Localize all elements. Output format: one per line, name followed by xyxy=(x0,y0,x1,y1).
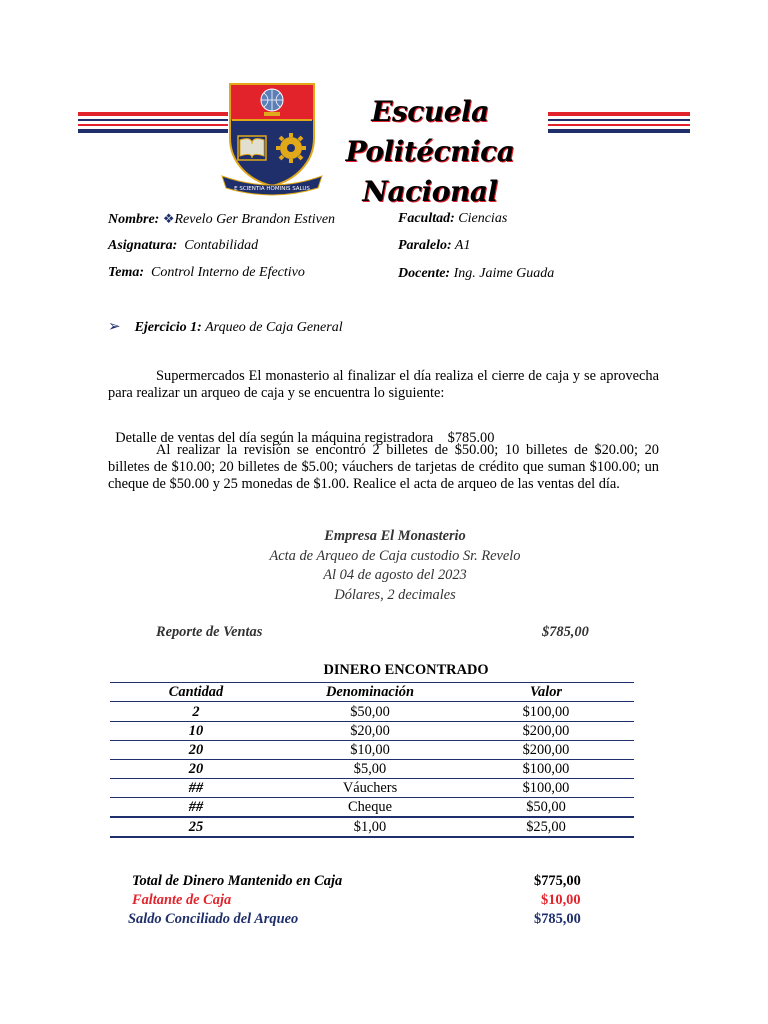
header-denominacion: Denominación xyxy=(326,684,414,700)
saldo-label: Saldo Conciliado del Arqueo xyxy=(128,911,299,927)
facultad-label: Facultad: xyxy=(398,211,455,226)
cell-valor: $100,00 xyxy=(522,780,570,796)
paragraph-sales-detail-text: Detalle de ventas del día según la máquina registradora $785.00 xyxy=(115,430,495,446)
nombre-value: Revelo Ger Brandon Estiven xyxy=(174,212,336,227)
total-label: Total de Dinero Mantenido en Caja xyxy=(132,873,343,889)
cash-count-table xyxy=(110,682,634,838)
total-value: $775,00 xyxy=(534,873,581,889)
table-row xyxy=(110,817,634,837)
header-stripe-left-navy xyxy=(78,119,228,121)
header-valor: Valor xyxy=(530,684,562,700)
cell-denominacion: $50,00 xyxy=(350,703,390,720)
exercise-label: Ejercicio 1: xyxy=(134,320,202,335)
table-title: DINERO ENCONTRADO xyxy=(323,662,489,678)
asignatura-value: Contabilidad xyxy=(184,238,259,253)
cell-cantidad: 10 xyxy=(188,723,204,739)
header-stripe-right-red xyxy=(548,112,690,116)
table-row xyxy=(110,798,634,818)
nombre-label: Nombre: xyxy=(108,212,160,227)
facultad-value: Ciencias xyxy=(458,211,508,226)
header-cantidad: Cantidad xyxy=(168,684,224,700)
saldo-value: $785,00 xyxy=(534,911,581,927)
acta-header xyxy=(150,527,640,605)
table-row xyxy=(110,760,634,779)
cell-cantidad: 2 xyxy=(192,703,200,720)
school-name xyxy=(300,92,560,212)
asignatura-label: Asignatura: xyxy=(108,238,178,253)
faltante-value: $10,00 xyxy=(541,892,581,908)
table-row xyxy=(110,722,634,741)
cell-cantidad: 20 xyxy=(188,742,204,758)
info-docente xyxy=(398,266,554,282)
table-header-row xyxy=(110,683,634,702)
nombre-bullet-icon: ❖ xyxy=(162,211,175,226)
cell-valor: $100,00 xyxy=(522,703,570,720)
info-asignatura xyxy=(108,238,258,254)
acta-currency: Dólares, 2 decimales xyxy=(334,586,456,603)
info-nombre xyxy=(108,211,335,228)
exercise-heading xyxy=(108,317,343,336)
header-stripe-right-navy-2 xyxy=(548,129,690,133)
header-stripe-left-red-2 xyxy=(78,124,228,126)
cell-cantidad: 20 xyxy=(188,761,204,777)
paralelo-label: Paralelo: xyxy=(398,238,452,253)
paragraph-intro xyxy=(108,368,659,402)
cell-valor: $100,00 xyxy=(522,761,570,777)
tema-label: Tema: xyxy=(108,265,145,280)
table-row xyxy=(110,741,634,760)
cell-valor: $200,00 xyxy=(522,723,570,739)
school-name-line1: Escuela Politécnica xyxy=(345,95,515,168)
info-paralelo xyxy=(398,238,470,254)
tema-value: Control Interno de Efectivo xyxy=(151,265,305,280)
exercise-title: Arqueo de Caja General xyxy=(205,320,343,335)
report-label: Reporte de Ventas xyxy=(156,624,263,640)
header-stripe-right-navy xyxy=(548,119,690,121)
cell-denominacion: Cheque xyxy=(348,799,392,815)
cell-denominacion: $1,00 xyxy=(353,819,387,835)
cell-denominacion: Váuchers xyxy=(342,780,398,796)
cell-denominacion: $10,00 xyxy=(350,742,390,758)
cell-cantidad: ## xyxy=(188,799,204,815)
docente-label: Docente: xyxy=(398,266,451,281)
paralelo-value: A1 xyxy=(454,238,471,253)
acta-company: Empresa El Monasterio xyxy=(324,528,466,544)
header-stripe-left-red xyxy=(78,112,228,116)
cell-valor: $200,00 xyxy=(522,742,570,758)
cell-cantidad: 25 xyxy=(188,819,204,835)
table-row xyxy=(110,779,634,798)
school-name-line2: Nacional xyxy=(362,175,498,208)
cell-denominacion: $20,00 xyxy=(350,723,390,739)
cell-valor: $25,00 xyxy=(526,819,566,835)
acta-date: Al 04 de agosto del 2023 xyxy=(323,567,467,583)
cell-denominacion: $5,00 xyxy=(353,761,387,777)
acta-title: Acta de Arqueo de Caja custodio Sr. Revelo xyxy=(269,547,521,564)
paragraph-review xyxy=(108,442,659,493)
report-value: $785,00 xyxy=(542,624,589,640)
cell-valor: $50,00 xyxy=(526,799,566,815)
paragraph-intro-text: Supermercados El monasterio al finalizar el día realiza el cierre de caja y se aprovecha para realizar un arqueo de caja y se encuentra lo siguiente: xyxy=(108,368,659,401)
paragraph-review-text: Al realizar la revisión se encontró 2 billetes de $50.00; 10 billetes de $20.00; 20 billetes de $10.00; 20 billetes de $5.00; váuchers de tarjetas de crédito que suman $100.00; un cheque de $50.00 y 25 monedas de $1.00. Realice el acta de arqueo de las ventas del día. xyxy=(108,442,659,492)
info-tema xyxy=(108,265,305,281)
docente-value: Ing. Jaime Guada xyxy=(453,266,555,281)
info-facultad xyxy=(398,211,507,227)
header-stripe-left-navy-2 xyxy=(78,129,228,133)
cell-cantidad: ## xyxy=(188,780,204,796)
table-row xyxy=(110,702,634,722)
school-motto: E SCIENTIA HOMINIS SALUS xyxy=(234,186,310,192)
arrow-bullet-icon: ➢ xyxy=(108,319,121,335)
faltante-label: Faltante de Caja xyxy=(132,892,232,908)
header-stripe-right-red-2 xyxy=(548,124,690,126)
